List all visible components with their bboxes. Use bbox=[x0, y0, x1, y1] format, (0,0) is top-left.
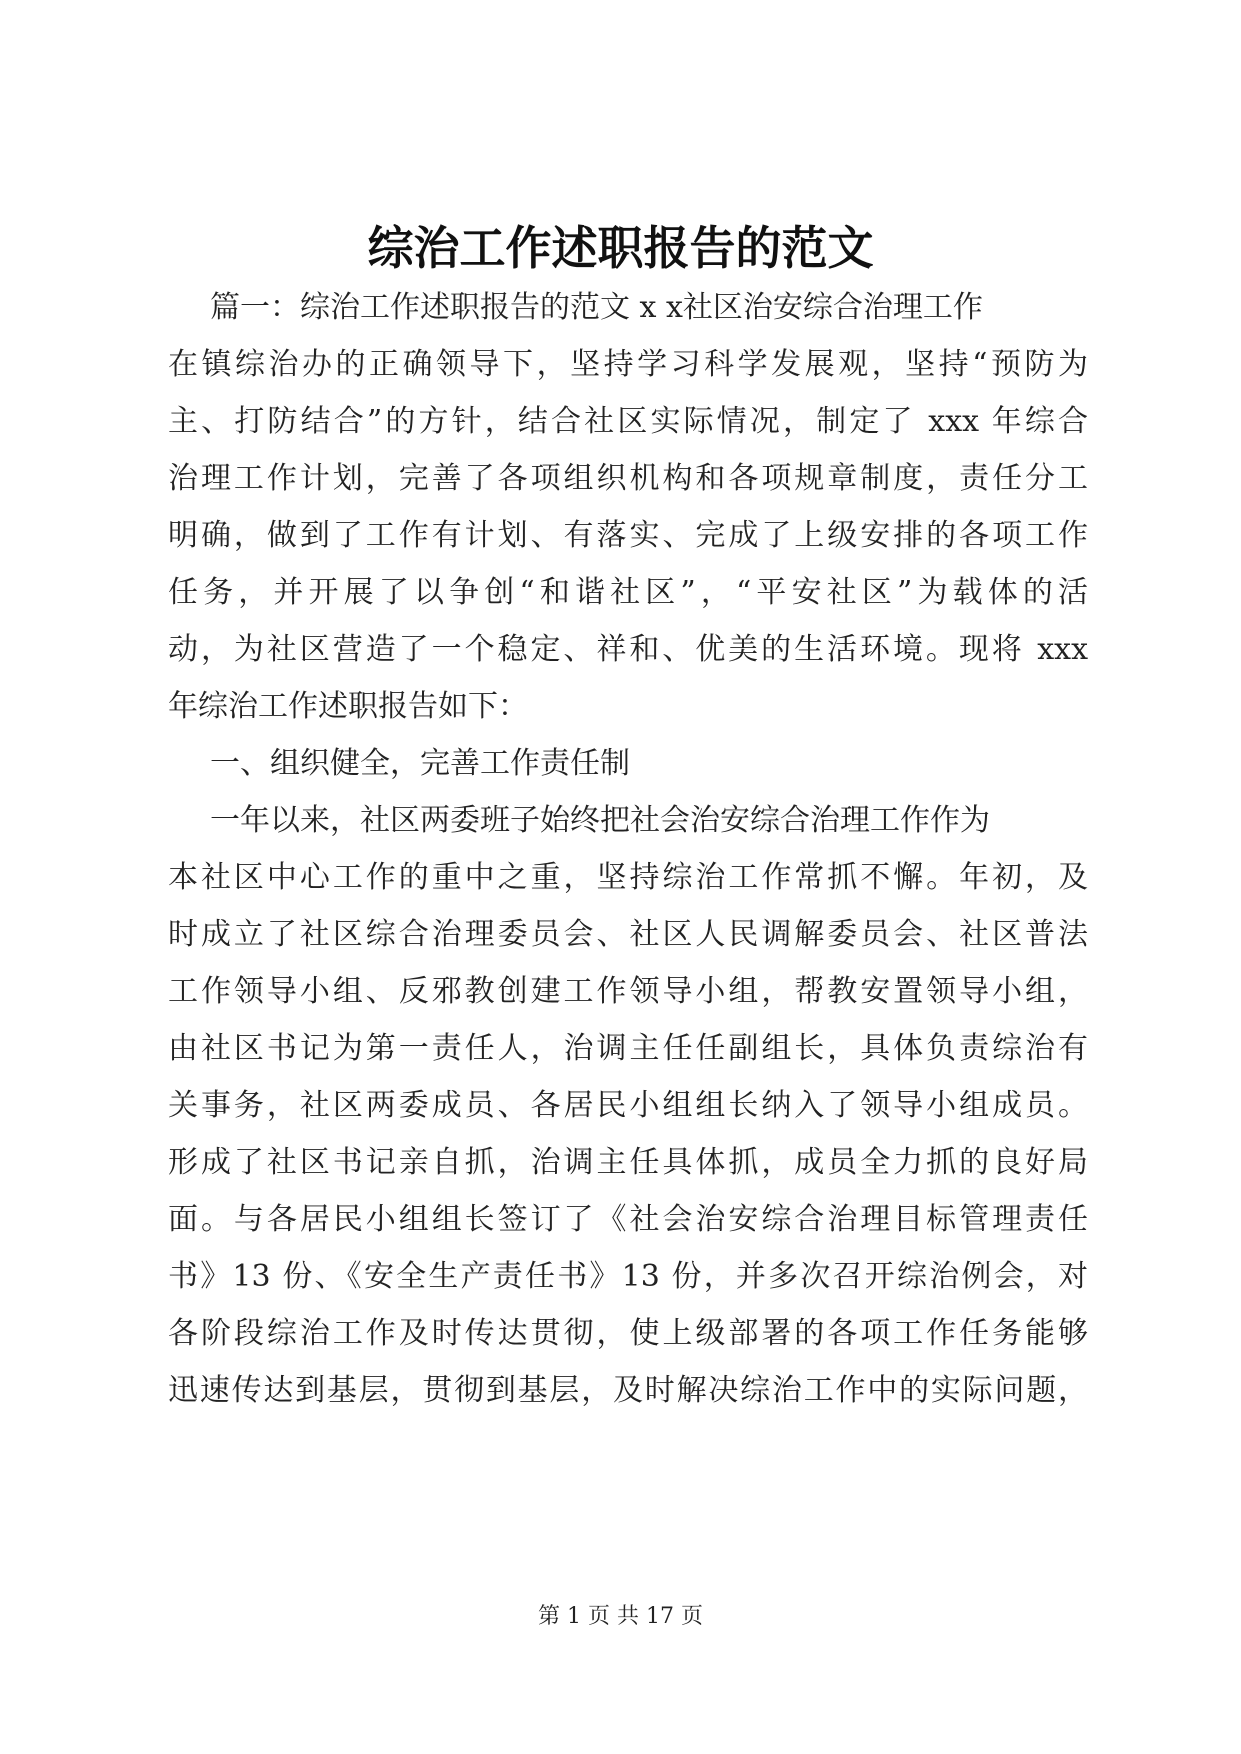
paragraph-line: 形成了社区书记亲自抓，治调主任具体抓，成员全力抓的良好局 bbox=[168, 1145, 1088, 1180]
section-heading: 一、组织健全，完善工作责任制 bbox=[210, 746, 630, 781]
paragraph-line: 动，为社区营造了一个稳定、祥和、优美的生活环境。现将 xxx bbox=[168, 632, 1088, 667]
paragraph-line: 篇一：综治工作述职报告的范文 x x社区治安综合治理工作 bbox=[210, 290, 983, 325]
paragraph-line: 在镇综治办的正确领导下，坚持学习科学发展观，坚持“预防为 bbox=[168, 347, 1088, 382]
paragraph-line: 明确，做到了工作有计划、有落实、完成了上级安排的各项工作 bbox=[168, 518, 1088, 553]
paragraph-line: 本社区中心工作的重中之重，坚持综治工作常抓不懈。年初，及 bbox=[168, 860, 1088, 895]
paragraph-line: 由社区书记为第一责任人，治调主任任副组长，具体负责综治有 bbox=[168, 1031, 1088, 1066]
paragraph-line: 主、打防结合”的方针，结合社区实际情况，制定了 xxx 年综合 bbox=[168, 404, 1088, 439]
paragraph-line: 年综治工作述职报告如下： bbox=[168, 689, 528, 724]
paragraph-line: 一年以来，社区两委班子始终把社会治安综合治理工作作为 bbox=[210, 803, 990, 838]
paragraph-line: 迅速传达到基层，贯彻到基层，及时解决综治工作中的实际问题， bbox=[168, 1373, 1088, 1408]
paragraph-line: 面。与各居民小组组长签订了《社会治安综合治理目标管理责任 bbox=[168, 1202, 1088, 1237]
document-title: 综治工作述职报告的范文 bbox=[367, 221, 874, 275]
paragraph-line: 治理工作计划，完善了各项组织机构和各项规章制度，责任分工 bbox=[168, 461, 1088, 496]
paragraph-line: 时成立了社区综合治理委员会、社区人民调解委员会、社区普法 bbox=[168, 917, 1088, 952]
paragraph-line: 关事务，社区两委成员、各居民小组组长纳入了领导小组成员。 bbox=[168, 1088, 1088, 1123]
paragraph-line: 任务，并开展了以争创“和谐社区”，“平安社区”为载体的活 bbox=[168, 575, 1088, 610]
paragraph-line: 工作领导小组、反邪教创建工作领导小组，帮教安置领导小组， bbox=[168, 974, 1088, 1009]
paragraph-line: 各阶段综治工作及时传达贯彻，使上级部署的各项工作任务能够 bbox=[168, 1316, 1088, 1351]
paragraph-line: 书》13 份、《安全生产责任书》13 份，并多次召开综治例会，对 bbox=[168, 1259, 1088, 1294]
page-footer: 第 1 页 共 17 页 bbox=[538, 1604, 703, 1629]
